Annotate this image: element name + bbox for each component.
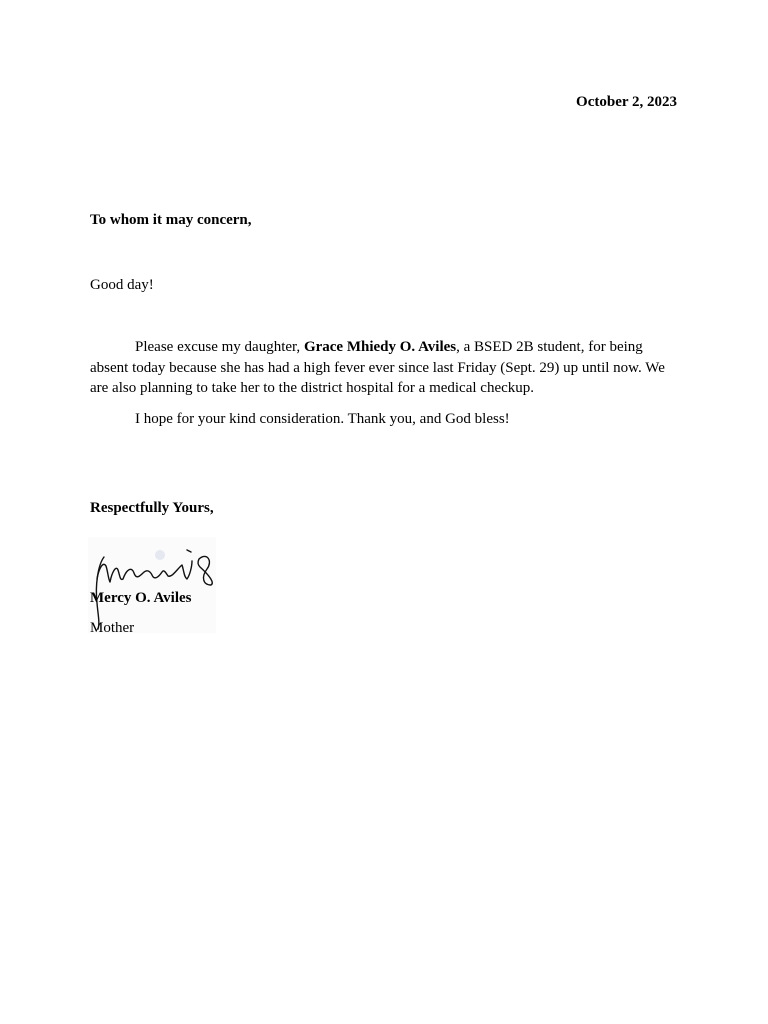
body-text-before-name: Please excuse my daughter, [135,339,304,355]
salutation: To whom it may concern, [90,212,252,228]
signer-role: Mother [90,620,135,636]
body-paragraph-excuse [90,337,677,399]
body-text-after-name: , a BSED 2B student, for being absent today because she has had a high fever ever since last Friday (Sept. 29) up until now. We are also planning to take her to the district hospital for a medical checkup. [90,339,665,396]
student-name: Grace Mhiedy O. Aviles [303,339,457,355]
signer-name: Mercy O. Aviles [90,590,192,606]
greeting: Good day! [90,277,154,293]
complimentary-close: Respectfully Yours, [90,500,214,516]
letter-date: October 2, 2023 [576,94,677,110]
body-paragraph-closing: I hope for your kind consideration. Thank you, and God bless! [135,411,510,427]
